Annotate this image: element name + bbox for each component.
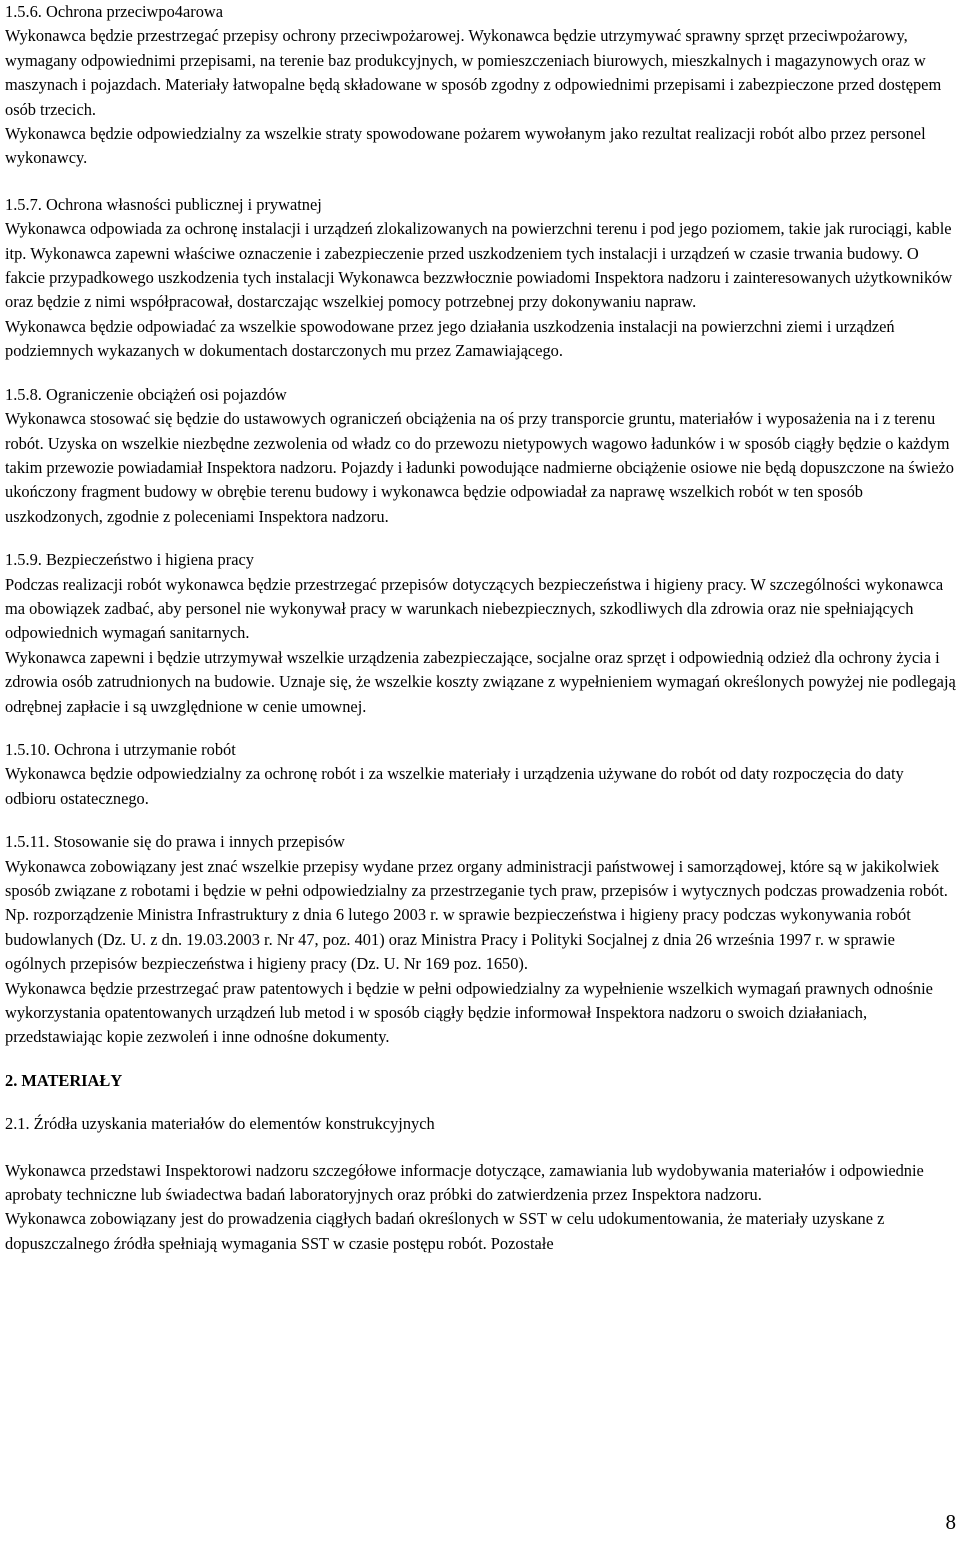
paragraph: Wykonawca będzie przestrzegać praw patentowych i będzie w pełni odpowiedzialny za wypełnienie wszelkich wymagań prawnych odnośnie wykorzystania opatentowanych urządzeń lub metod i w sposób ciągły będzie informował Inspektora nadzoru o swoich działaniach, przedstawiając kopie zezwoleń i inne odnośne dokumenty. xyxy=(5,978,933,1047)
chapter-materials xyxy=(5,1069,957,1093)
section-heading: 1.5.9. Bezpieczeństwo i higiena pracy xyxy=(5,550,254,570)
section-material-sources xyxy=(5,1112,957,1256)
paragraph: Wykonawca zobowiązany jest znać wszelkie przepisy wydane przez organy administracji państwowej i samorządowej, które są w jakikolwiek sposób związane z robotami i będzie w pełni odpowiedzialny za przestrzeganie tych praw, przepisów i wytycznych podczas prowadzenia robót. Np. rozporządzenie Ministra Infrastruktury z dnia 6 lutego 2003 r. w sprawie bezpieczeństwa i higieny pracy podczas wykonywania robót budowlanych (Dz. U. z dn. 19.03.2003 r. Nr 47, poz. 401) oraz Ministra Pracy i Polityki Socjalnej z dnia 26 września 1997 r. w sprawie ogólnych przepisów bezpieczeństwa i higieny pracy (Dz. U. Nr 169 poz. 1650). xyxy=(5,856,948,974)
section-heading: 1.5.8. Ograniczenie obciążeń osi pojazdów xyxy=(5,384,287,404)
section-fire-protection xyxy=(5,0,957,171)
paragraph: Wykonawca będzie przestrzegać przepisy ochrony przeciwpożarowej. Wykonawca będzie utrzymywać sprawny sprzęt przeciwpożarowy, wymagany odpowiednimi przepisami, na terenie baz produkcyjnych, w pomieszczeniach biurowych, mieszkalnych i magazynowych oraz w maszynach i pojazdach. Materiały łatwopalne będą składowane w sposób zgodny z odpowiednimi przepisami i zabezpieczone przed dostępem osób trzecich. xyxy=(5,26,942,119)
page-number: 8 xyxy=(945,1510,956,1534)
section-axle-load-limits xyxy=(5,383,957,529)
paragraph: Podczas realizacji robót wykonawca będzie przestrzegać przepisów dotyczących bezpieczeństwa i higieny pracy. W szczególności wykonawca ma obowiązek zadbać, aby personel nie wykonywał pracy w warunkach niebezpiecznych, szkodliwych dla zdrowia oraz nie spełniających odpowiednich wymagań sanitarnych. xyxy=(5,574,944,643)
paragraph: Wykonawca będzie odpowiadać za wszelkie spowodowane przez jego działania uszkodzenia instalacji na powierzchni ziemi i urządzeń podziemnych wykazanych w dokumentach dostarczonych mu przez Zamawiającego. xyxy=(5,316,895,361)
paragraph: Wykonawca zobowiązany jest do prowadzenia ciągłych badań określonych w SST w celu udokumentowania, że materiały uzyskane z dopuszczalnego źródła spełniają wymagania SST w czasie postępu robót. Pozostałe xyxy=(5,1209,885,1253)
section-heading: 1.5.10. Ochrona i utrzymanie robót xyxy=(5,739,236,759)
section-property-protection xyxy=(5,193,957,364)
section-works-protection xyxy=(5,738,957,811)
paragraph: Wykonawca zapewni i będzie utrzymywał wszelkie urządzenia zabezpieczające, socjalne oraz sprzęt i odpowiednią odzież dla ochrony życia i zdrowia osób zatrudnionych na budowie. Uznaje się, że wszelkie koszty związane z wypełnieniem wymagań określonych powyżej nie podlegają odrębnej zapłacie i są uwzględnione w cenie umownej. xyxy=(5,647,956,716)
document-page xyxy=(5,0,957,1275)
chapter-heading: 2. MATERIAŁY xyxy=(5,1070,123,1090)
paragraph: Wykonawca odpowiada za ochronę instalacji i urządzeń zlokalizowanych na powierzchni terenu i pod jego poziomem, takie jak rurociągi, kable itp. Wykonawca zapewni właściwe oznaczenie i zabezpieczenie przed uszkodzeniem tych instalacji i urządzeń w czasie trwania budowy. O fakcie przypadkowego uszkodzenia tych instalacji Wykonawca bezzwłocznie powiadomi Inspektora nadzoru i zainteresowanych użytkowników oraz będzie z nimi współpracował, dostarczając wszelkiej pomocy potrzebnej przy dokonywaniu napraw. xyxy=(5,219,953,312)
section-heading: 2.1. Źródła uzyskania materiałów do elementów konstrukcyjnych xyxy=(5,1114,435,1134)
section-health-safety xyxy=(5,548,957,719)
section-heading: 1.5.11. Stosowanie się do prawa i innych przepisów xyxy=(5,832,345,852)
section-heading: 1.5.6. Ochrona przeciwpo4arowa xyxy=(5,2,224,21)
paragraph: Wykonawca stosować się będzie do ustawowych ograniczeń obciążenia na oś przy transporcie gruntu, materiałów i wyposażenia na i z terenu robót. Uzyska on wszelkie niezbędne zezwolenia od władz co do przewozu nietypowych wagowo ładunków i w sposób ciągły będzie o każdym takim przewozie powiadamiał Inspektora nadzoru. Pojazdy i ładunki powodujące nadmierne obciążenie osiowe nie będą dopuszczone na świeżo ukończony fragment budowy w obrębie terenu budowy i wykonawca będzie odpowiadał za naprawę wszelkich robót w ten sposób uszkodzonych, zgodnie z poleceniami Inspektora nadzoru. xyxy=(5,409,954,526)
paragraph: Wykonawca przedstawi Inspektorowi nadzoru szczegółowe informacje dotyczące, zamawiania lub wydobywania materiałów i odpowiednie aprobaty techniczne lub świadectwa badań laboratoryjnych oraz próbki do zatwierdzenia przez Inspektora nadzoru. xyxy=(5,1160,924,1205)
paragraph: Wykonawca będzie odpowiedzialny za wszelkie straty spowodowane pożarem wywołanym jako rezultat realizacji robót albo przez personel wykonawcy. xyxy=(5,124,926,168)
paragraph: Wykonawca będzie odpowiedzialny za ochronę robót i za wszelkie materiały i urządzenia używane do robót od daty rozpoczęcia do daty odbioru ostatecznego. xyxy=(5,764,904,808)
section-heading: 1.5.7. Ochrona własności publicznej i prywatnej xyxy=(5,194,322,214)
section-law-compliance xyxy=(5,830,957,1050)
